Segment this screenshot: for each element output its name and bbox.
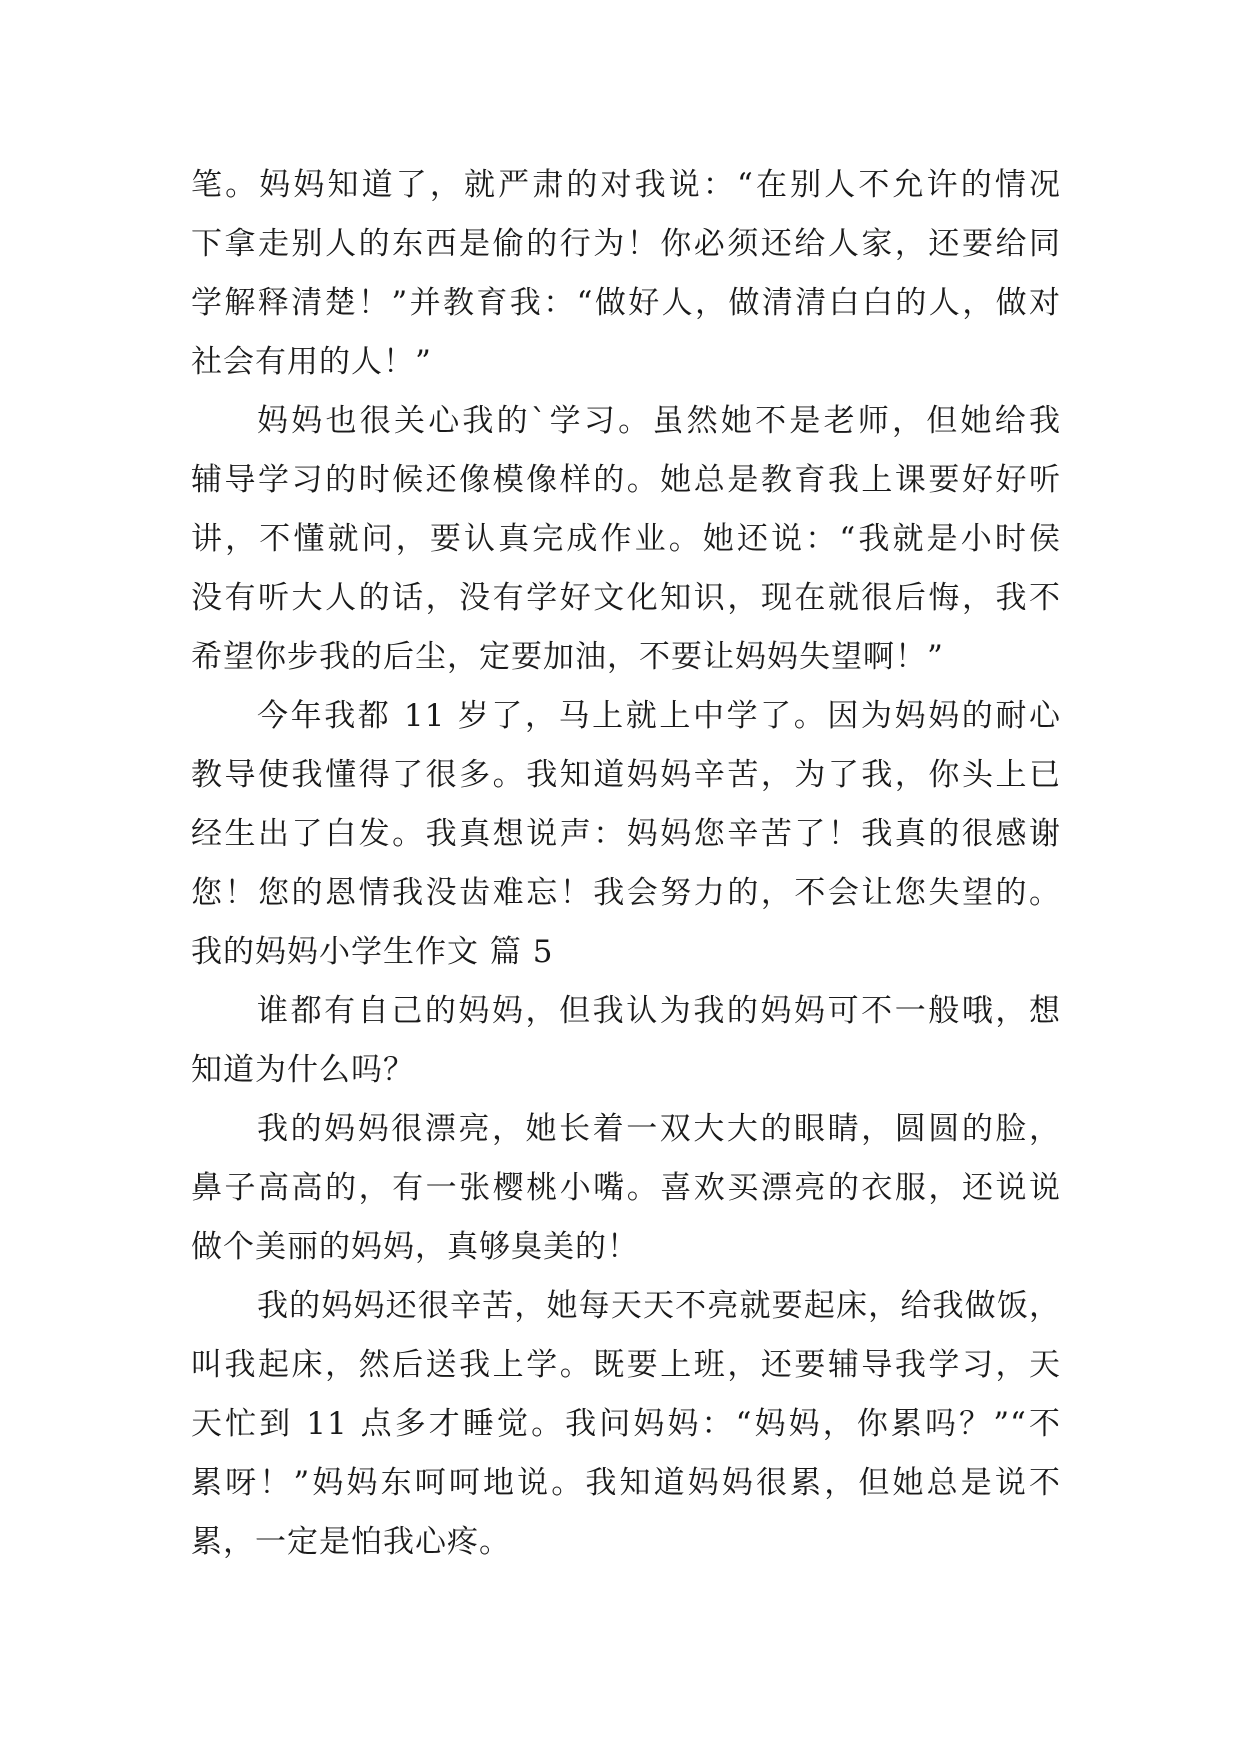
text-line: 您！您的恩情我没齿难忘！我会努力的，不会让您失望的。: [191, 875, 1061, 911]
text-line: 没有听大人的话，没有学好文化知识，现在就很后悔，我不: [191, 580, 1061, 616]
text-line: 教导使我懂得了很多。我知道妈妈辛苦，为了我，你头上已: [191, 757, 1061, 793]
text-line: 学解释清楚！”并教育我：“做好人，做清清白白的人，做对: [191, 285, 1061, 321]
text-line: 社会有用的人！”: [191, 344, 432, 380]
paragraph-first-line: 今年我都 11 岁了，马上就上中学了。因为妈妈的耐心: [257, 698, 1061, 734]
text-line: 累呀！”妈妈东呵呵地说。我知道妈妈很累，但她总是说不: [191, 1465, 1061, 1501]
text-line: 笔。妈妈知道了，就严肃的对我说：“在别人不允许的情况: [191, 167, 1061, 203]
paragraph-first-line: 我的妈妈还很辛苦，她每天天不亮就要起床，给我做饭，: [257, 1288, 1061, 1324]
text-line: 累，一定是怕我心疼。: [191, 1524, 511, 1560]
section-heading: 我的妈妈小学生作文 篇 5: [191, 934, 554, 970]
text-line: 下拿走别人的东西是偷的行为！你必须还给人家，还要给同: [191, 226, 1061, 262]
text-line: 讲，不懂就问，要认真完成作业。她还说：“我就是小时侯: [191, 521, 1061, 557]
text-line: 叫我起床，然后送我上学。既要上班，还要辅导我学习，天: [191, 1347, 1061, 1383]
paragraph-first-line: 我的妈妈很漂亮，她长着一双大大的眼睛，圆圆的脸，: [257, 1111, 1061, 1147]
text-line: 做个美丽的妈妈，真够臭美的！: [191, 1229, 639, 1265]
text-line: 鼻子高高的，有一张樱桃小嘴。喜欢买漂亮的衣服，还说说: [191, 1170, 1061, 1206]
paragraph-first-line: 谁都有自己的妈妈，但我认为我的妈妈可不一般哦，想: [257, 993, 1061, 1029]
text-line: 希望你步我的后尘，定要加油，不要让妈妈失望啊！”: [191, 639, 944, 675]
text-line: 天忙到 11 点多才睡觉。我问妈妈：“妈妈，你累吗？”“不: [191, 1406, 1061, 1442]
text-line: 辅导学习的时候还像模像样的。她总是教育我上课要好好听: [191, 462, 1061, 498]
text-line: 知道为什么吗？: [191, 1052, 415, 1088]
paragraph-first-line: 妈妈也很关心我的`学习。虽然她不是老师，但她给我: [257, 403, 1061, 439]
document-body: [191, 156, 1061, 1572]
text-line: 经生出了白发。我真想说声：妈妈您辛苦了！我真的很感谢: [191, 816, 1061, 852]
